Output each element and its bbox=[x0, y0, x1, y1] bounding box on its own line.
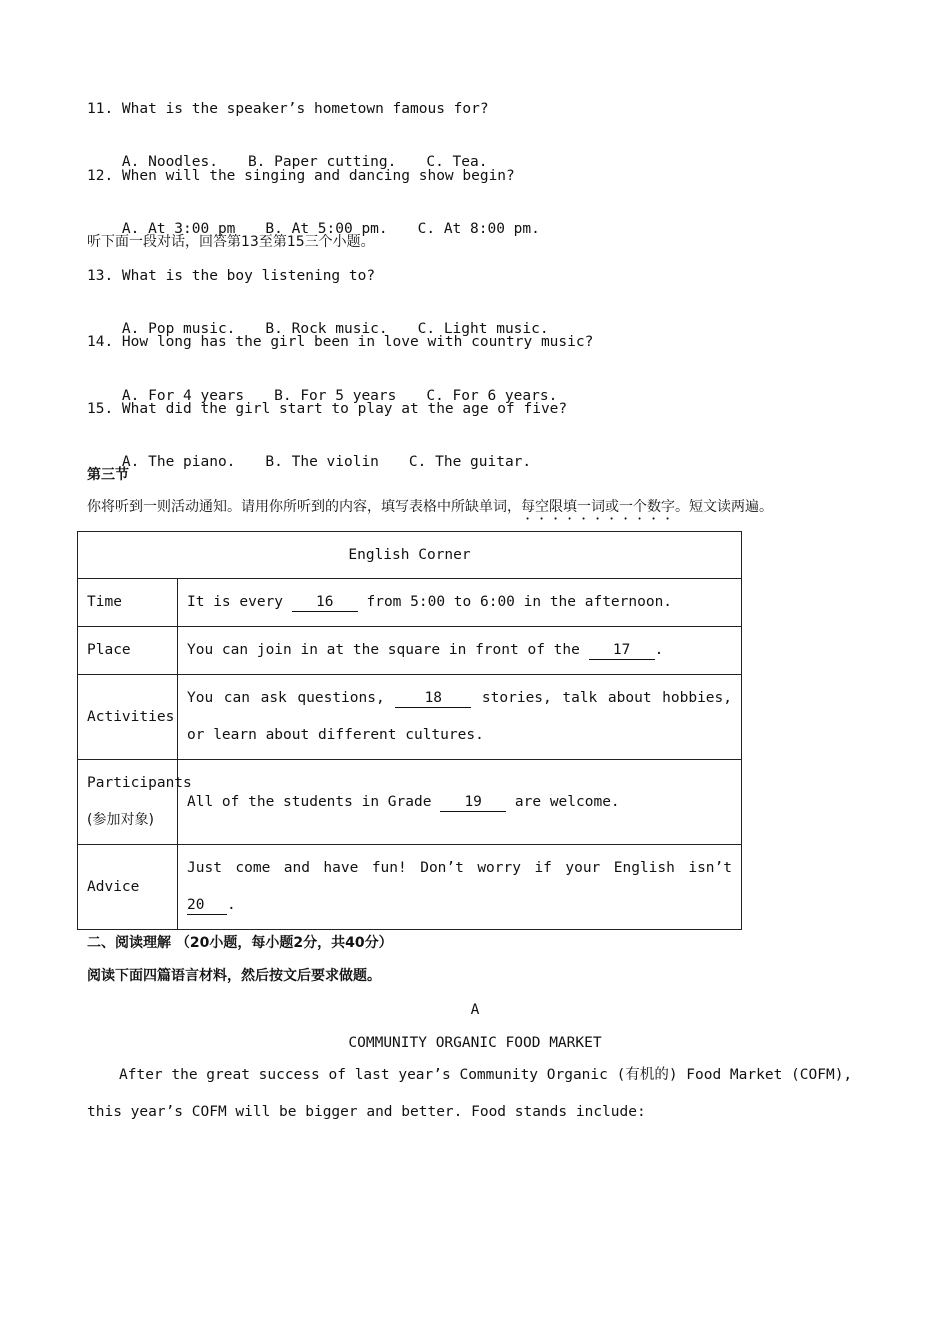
row-content bbox=[178, 627, 742, 675]
question-13: 13. What is the boy listening to? bbox=[87, 268, 376, 284]
row-text: stories, talk about hobbies, or learn about different cultures. bbox=[187, 690, 732, 743]
table-row bbox=[78, 579, 742, 627]
row-content bbox=[178, 760, 742, 845]
option-c: C. Tea. bbox=[426, 154, 488, 170]
passage-paragraph: After the great success of last year’s Community Organic (有机的) Food Market (COFM), this year’s COFM will be bigger and better. Food stands include: bbox=[87, 1067, 853, 1120]
instruction-13-15: 听下面一段对话，回答第13至第15三个小题。 bbox=[87, 234, 375, 250]
row-text: It is every bbox=[187, 594, 292, 610]
label-sub: (参加对象) bbox=[87, 812, 154, 828]
part2-heading: 二、阅读理解 （20小题，每小题2分，共40分） bbox=[87, 935, 393, 951]
label-main: Participants bbox=[87, 775, 192, 791]
row-text: from 5:00 to 6:00 in the afternoon. bbox=[357, 594, 673, 610]
blank-19: 19 bbox=[440, 793, 506, 812]
option-b: B. For 5 years bbox=[274, 388, 397, 404]
row-text: All of the students in Grade bbox=[187, 793, 441, 810]
row-label: Place bbox=[78, 627, 178, 675]
row-label: Advice bbox=[78, 845, 178, 930]
row-label bbox=[78, 760, 192, 845]
row-content bbox=[178, 579, 742, 627]
part2-instruction: 阅读下面四篇语言材料，然后按文后要求做题。 bbox=[87, 968, 381, 984]
table-title: English Corner bbox=[78, 532, 742, 579]
row-text: are welcome. bbox=[506, 793, 620, 810]
option-b: B. The violin bbox=[265, 454, 379, 470]
blank-20: 20 bbox=[187, 896, 227, 915]
options-15 bbox=[87, 432, 561, 492]
row-text: You can ask questions, bbox=[187, 690, 396, 706]
section3-heading: 第三节 bbox=[87, 467, 129, 483]
option-c: C. Light music. bbox=[417, 321, 549, 337]
option-a: A. Pop music. bbox=[121, 321, 236, 337]
option-c: C. At 8:00 pm. bbox=[417, 221, 540, 237]
option-a: A. Noodles. bbox=[121, 154, 218, 170]
blank-17: 17 bbox=[589, 641, 655, 660]
section3-intro bbox=[87, 497, 773, 523]
option-b: B. At 5:00 pm. bbox=[265, 221, 388, 237]
row-text: . bbox=[227, 897, 236, 913]
option-a: A. At 3:00 pm bbox=[121, 221, 236, 237]
table-row bbox=[78, 675, 742, 760]
blank-18: 18 bbox=[395, 689, 471, 708]
table-row bbox=[78, 845, 742, 930]
passage-title: COMMUNITY ORGANIC FOOD MARKET bbox=[348, 1035, 602, 1051]
intro-text-end: 。短文读两遍。 bbox=[675, 499, 773, 515]
intro-text: 你将听到一则活动通知。请用你所听到的内容，填写表格中所缺单词， bbox=[87, 499, 521, 515]
option-b: B. Rock music. bbox=[265, 321, 388, 337]
table-row bbox=[78, 760, 742, 845]
passage-letter: A bbox=[470, 1002, 480, 1018]
blank-16: 16 bbox=[292, 593, 358, 612]
row-text: . bbox=[654, 642, 664, 658]
intro-emphasis: 每空限填一词或一个数字 bbox=[521, 499, 675, 515]
table-row bbox=[78, 627, 742, 675]
option-a: A. For 4 years bbox=[121, 388, 245, 404]
row-label: Time bbox=[78, 579, 178, 627]
option-c: C. For 6 years. bbox=[426, 388, 558, 404]
english-corner-table bbox=[77, 531, 742, 930]
question-12: 12. When will the singing and dancing show begin? bbox=[87, 168, 515, 184]
row-content bbox=[178, 675, 742, 760]
question-14: 14. How long has the girl been in love with country music? bbox=[87, 334, 594, 350]
option-b: B. Paper cutting. bbox=[247, 154, 397, 170]
question-15: 15. What did the girl start to play at the age of five? bbox=[87, 401, 568, 417]
row-text: You can join in at the square in front of the bbox=[187, 642, 589, 658]
row-label: Activities bbox=[78, 675, 178, 760]
option-c: C. The guitar. bbox=[408, 454, 532, 470]
row-text: Just come and have fun! Don’t worry if your English isn’t bbox=[187, 860, 732, 876]
row-content bbox=[178, 845, 742, 930]
question-11: 11. What is the speaker’s hometown famous for? bbox=[87, 101, 489, 117]
option-a: A. The piano. bbox=[121, 454, 236, 470]
